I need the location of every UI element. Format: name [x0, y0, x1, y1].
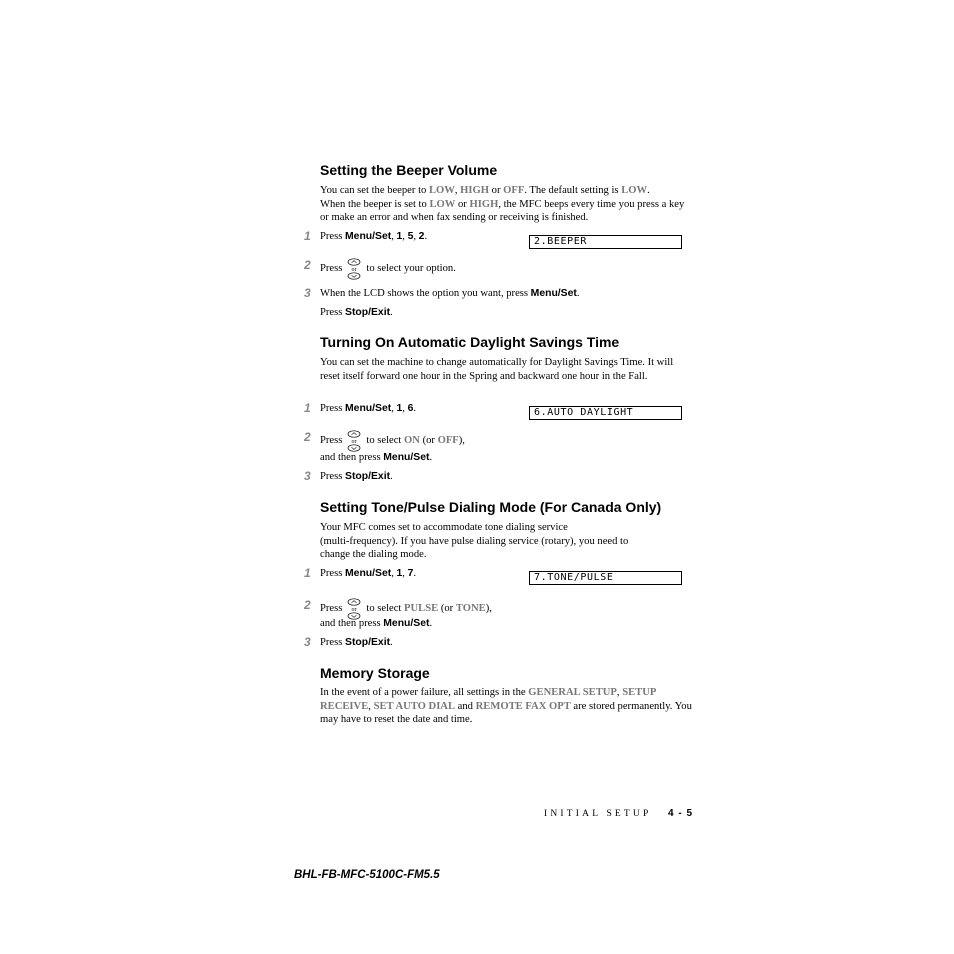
- step-number: 2: [304, 258, 311, 272]
- step-number: 2: [304, 430, 311, 444]
- daylight-intro: You can set the machine to change automatically for Daylight Savings Time. It will reset itself forward one hour in the Spring and backward one hour in the Fall.: [320, 357, 674, 382]
- step-text: Press Menu/Set, 1, 6.: [320, 403, 417, 414]
- step-text: and then press Menu/Set.: [320, 618, 433, 629]
- section-title-memory: Memory Storage: [320, 665, 430, 681]
- running-footer: INITIAL SETUP: [544, 809, 652, 819]
- step-number: 2: [304, 598, 311, 612]
- svg-text:or: or: [351, 607, 357, 613]
- step-text: Press or to select PULSE (or TONE),: [320, 598, 492, 620]
- navigation-key-icon: [346, 430, 362, 452]
- lcd-display: 6.AUTO DAYLIGHT: [529, 406, 682, 420]
- navigation-key-icon: [346, 258, 362, 280]
- step-number: 3: [304, 286, 311, 300]
- step-number: 1: [304, 566, 311, 580]
- page-number: 4 - 5: [668, 808, 694, 819]
- step-text: Press Stop/Exit.: [320, 637, 393, 648]
- section-title-tone-pulse: Setting Tone/Pulse Dialing Mode (For Canada Only): [320, 499, 662, 515]
- lcd-display: 2.BEEPER: [529, 235, 682, 249]
- step-text: Press Menu/Set, 1, 7.: [320, 568, 417, 579]
- step-text: Press Stop/Exit.: [320, 307, 393, 318]
- step-text: and then press Menu/Set.: [320, 452, 433, 463]
- tone-pulse-intro: Your MFC comes set to accommodate tone dialing service (multi-frequency). If you have pulse dialing service (rotary), you need to change the dialing mode.: [320, 522, 629, 560]
- lcd-display: 7.TONE/PULSE: [529, 571, 682, 585]
- section-title-daylight: Turning On Automatic Daylight Savings Time: [320, 334, 620, 350]
- step-text: When the LCD shows the option you want, press Menu/Set.: [320, 288, 580, 299]
- memory-intro: In the event of a power failure, all settings in the GENERAL SETUP, SETUP RECEIVE, SET AUTO DIAL and REMOTE FAX OPT are stored permanently. You may have to reset the date and time.: [320, 687, 692, 725]
- section-title-beeper: Setting the Beeper Volume: [320, 162, 498, 178]
- svg-text:or: or: [351, 439, 357, 445]
- step-text: Press Stop/Exit.: [320, 471, 393, 482]
- document-id: BHL-FB-MFC-5100C-FM5.5: [294, 869, 440, 881]
- beeper-intro: You can set the beeper to LOW, HIGH or OFF. The default setting is LOW. When the beeper is set to LOW or HIGH, the MFC beeps every time you press a key or make an error and when fax sending or receiving is finished.: [320, 185, 685, 223]
- step-text: Press or to select your option.: [320, 258, 456, 280]
- step-number: 3: [304, 469, 311, 483]
- step-number: 3: [304, 635, 311, 649]
- step-text: Press Menu/Set, 1, 5, 2.: [320, 231, 428, 242]
- svg-text:or: or: [351, 267, 357, 273]
- step-text: Press or to select ON (or OFF),: [320, 430, 465, 452]
- step-number: 1: [304, 401, 311, 415]
- step-number: 1: [304, 229, 311, 243]
